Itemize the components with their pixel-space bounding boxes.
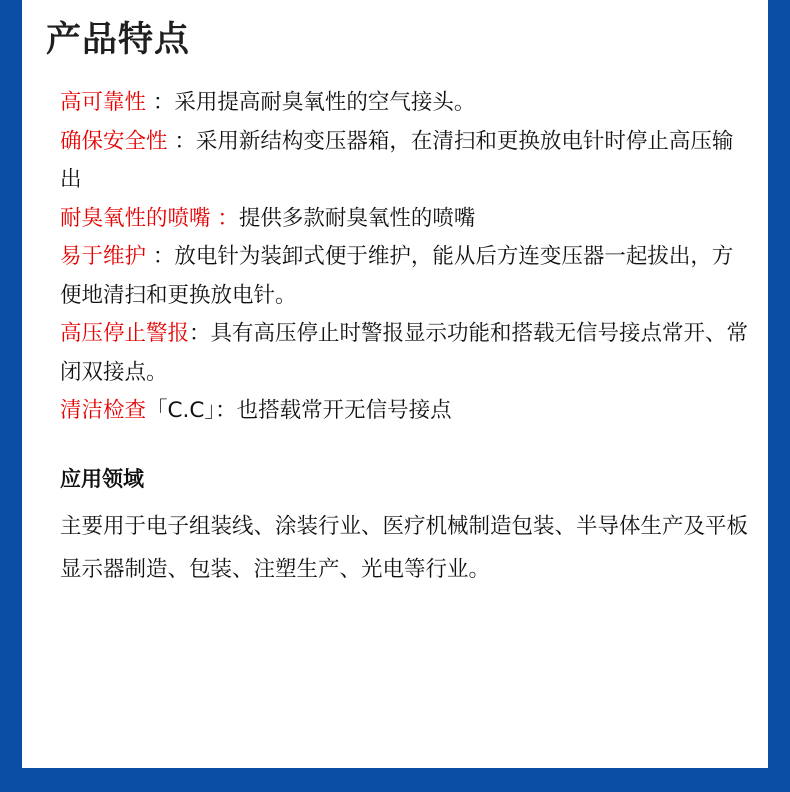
feature-label: 易于维护	[60, 244, 147, 269]
feature-description: 采用新结构变压器箱，在清扫和更换放电针时停止高压输出	[60, 128, 734, 192]
frame-bottom-border	[0, 768, 790, 792]
feature-label: 高压停止警报	[60, 321, 190, 346]
page-title: 产品特点	[46, 20, 191, 60]
feature-label: 清洁检查	[60, 398, 147, 423]
feature-separator: ：	[146, 244, 175, 269]
feature-label: 高可靠性	[60, 90, 147, 115]
feature-description: 放电针为装卸式便于维护，能从后方连变压器一起拔出，方便地清扫和更换放电针。	[60, 244, 734, 308]
feature-separator: 「C.C」：	[146, 398, 237, 423]
feature-separator: ：	[167, 128, 196, 154]
feature-item-maintenance	[60, 238, 750, 315]
feature-label: 确保安全性	[60, 128, 168, 154]
feature-description: 提供多款耐臭氧性的喷嘴	[238, 205, 476, 231]
feature-description: 也搭载常开无信号接点	[236, 398, 452, 423]
application-body: 主要用于电子组装线、涂装行业、医疗机械制造包装、半导体生产及平板显示器制造、包装、注塑生产、光电等行业。	[60, 514, 749, 582]
feature-item-ozone-nozzle	[60, 200, 750, 239]
feature-list	[60, 84, 750, 431]
feature-item-hv-alarm	[60, 315, 750, 392]
feature-item-reliability	[60, 84, 750, 123]
feature-item-safety	[60, 123, 750, 200]
feature-separator: ：	[189, 321, 211, 346]
feature-item-clean-check	[60, 392, 750, 431]
feature-description: 采用提高耐臭氧性的空气接头。	[174, 90, 476, 115]
feature-label: 耐臭氧性的喷嘴	[60, 205, 211, 231]
feature-separator: ：	[210, 205, 239, 231]
feature-separator: ：	[146, 90, 175, 115]
feature-description: 具有高压停止时警报显示功能和搭载无信号接点常开、常闭双接点。	[60, 321, 749, 385]
frame-left-border	[0, 0, 22, 792]
frame-right-border	[768, 0, 790, 792]
application-heading: 应用领域	[60, 467, 144, 491]
